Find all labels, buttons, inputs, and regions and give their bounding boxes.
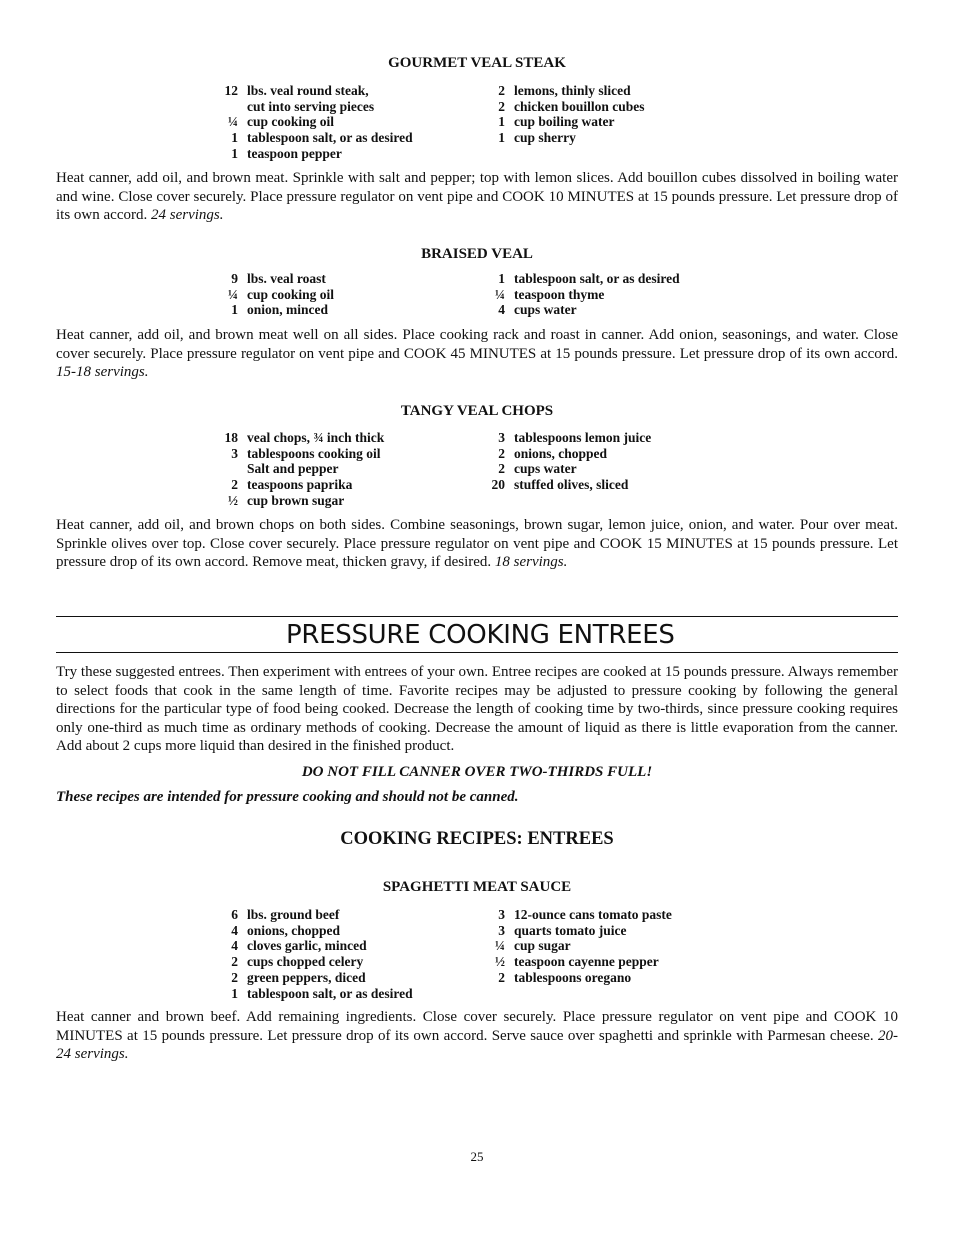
ingredient-text: tablespoon salt, or as desired — [247, 985, 413, 1001]
servings-text: 18 servings. — [494, 554, 568, 571]
ingredient-row — [208, 493, 384, 509]
ingredient-text: Salt and pepper — [247, 461, 339, 477]
ingredient-qty: 3 — [498, 922, 505, 938]
ingredient-column-right — [475, 271, 680, 318]
ingredient-qty: 4 — [498, 302, 505, 318]
ingredient-qty: 12 — [224, 83, 238, 98]
section-intro: Try these suggested entrees. Then experiment with entrees of your own. Entree recipes are cooked at 15 pounds pressure. Always remember to select foods that cook in the same length of time. Favorite recipes may be adjusted to pressure cooking by following the general directions for the particular type of food being cooked. Decrease the length of cooking time by two-thirds, since pressure cooking requires only one-third as much time as ordinary methods of cooking. Decrease the amount of liquid as there is little evaporation from the canner. Add about 2 cups more liquid than desired in the finished product. — [56, 664, 898, 755]
ingredient-text: quarts tomato juice — [514, 922, 627, 938]
ingredient-text: lbs. ground beef — [247, 907, 340, 922]
ingredient-column-left — [208, 907, 413, 1001]
ingredient-row — [475, 907, 672, 923]
ingredient-row — [475, 302, 680, 318]
ingredient-qty: ½ — [494, 954, 505, 970]
recipe-title: SPAGHETTI MEAT SAUCE — [382, 879, 572, 895]
ingredient-text: cup boiling water — [514, 114, 615, 130]
ingredient-qty: 3 — [498, 430, 505, 445]
recipe-directions — [56, 169, 898, 225]
ingredient-qty: 1 — [231, 145, 238, 161]
ingredient-qty: ½ — [227, 492, 238, 508]
ingredient-row — [208, 954, 413, 970]
ingredient-qty: 6 — [231, 907, 238, 922]
ingredient-text: 12-ounce cans tomato paste — [514, 907, 672, 922]
ingredient-text: cups chopped celery — [247, 954, 364, 970]
ingredient-text: tablespoons oregano — [514, 969, 632, 985]
recipe-title: TANGY VEAL CHOPS — [400, 403, 554, 419]
ingredient-row — [208, 923, 413, 939]
ingredient-row — [208, 271, 334, 287]
ingredient-text: cup cooking oil — [247, 114, 335, 130]
ingredient-qty: 3 — [231, 445, 238, 461]
ingredient-row — [208, 99, 413, 115]
ingredient-row — [475, 923, 672, 939]
fill-warning: DO NOT FILL CANNER OVER TWO-THIRDS FULL! — [301, 764, 653, 780]
ingredient-row — [208, 970, 413, 986]
ingredient-row — [475, 271, 680, 287]
ingredient-text: tablespoons lemon juice — [514, 430, 652, 445]
ingredient-row — [208, 986, 413, 1002]
ingredient-text: cloves garlic, minced — [247, 938, 367, 954]
ingredient-column-left — [208, 83, 413, 162]
ingredient-qty: 2 — [498, 83, 505, 98]
ingredient-text: cup cooking oil — [247, 286, 335, 302]
ingredient-text: tablespoon salt, or as desired — [514, 271, 680, 286]
ingredient-row — [208, 146, 413, 162]
recipe-title: GOURMET VEAL STEAK — [388, 55, 566, 71]
ingredient-text: chicken bouillon cubes — [514, 98, 645, 114]
ingredient-text: cut into serving pieces — [247, 98, 375, 114]
ingredient-row — [475, 114, 645, 130]
ingredient-qty: 2 — [231, 954, 238, 970]
ingredient-qty: 1 — [498, 130, 505, 146]
directions-text: Heat canner, add oil, and brown meat. Sprinkle with salt and pepper; top with lemon slices. Add bouillon cubes dissolved in boiling water and wine. Close cover securely. Place pressure regulator on vent pipe and COOK 10 MINUTES at 15 pounds pressure. Let pressure drop of its own accord. — [56, 170, 898, 224]
ingredient-text: cups water — [514, 461, 577, 477]
ingredient-text: veal chops, ¾ inch thick — [247, 430, 385, 445]
ingredient-list — [56, 907, 898, 1007]
ingredient-list — [56, 83, 898, 173]
ingredient-row — [208, 430, 384, 446]
canning-warning: These recipes are intended for pressure cooking and should not be canned. — [56, 789, 519, 805]
directions-text: Heat canner and brown beef. Add remaining ingredients. Close cover securely. Place pressure regulator on vent pipe and COOK 10 MINUTES at 15 pounds pressure. Let pressure drop of its own accord. Serve sauce over spaghetti and sprinkle with Parmesan cheese. — [56, 1009, 898, 1044]
ingredient-qty: 2 — [498, 98, 505, 114]
ingredient-text: cup sherry — [514, 130, 576, 146]
ingredient-qty: 4 — [231, 938, 238, 954]
recipe-title: BRAISED VEAL — [421, 246, 533, 262]
ingredient-qty: 20 — [491, 477, 505, 493]
ingredient-list — [56, 430, 898, 520]
ingredient-column-right — [475, 907, 672, 986]
ingredient-row — [475, 99, 645, 115]
ingredient-row — [475, 477, 651, 493]
directions-text: Heat canner, add oil, and brown meat well on all sides. Place cooking rack and roast in canner. Add onion, seasonings, and water. Close cover securely. Place pressure regulator on vent pipe and COOK 45 MINUTES at 15 pounds pressure. Let pressure drop of its own accord. — [56, 327, 898, 362]
ingredient-text: teaspoon thyme — [514, 286, 605, 302]
ingredient-qty: ¼ — [494, 938, 505, 954]
ingredient-text: cup sugar — [514, 938, 571, 954]
ingredient-row — [475, 130, 645, 146]
ingredient-qty — [208, 461, 238, 477]
page-number: 25 — [470, 1149, 484, 1164]
ingredient-text: lemons, thinly sliced — [514, 83, 631, 98]
ingredient-row — [475, 446, 651, 462]
ingredient-qty: ¼ — [227, 114, 238, 130]
ingredient-row — [475, 938, 672, 954]
ingredient-row — [475, 954, 672, 970]
ingredient-row — [208, 83, 413, 99]
ingredient-row — [475, 461, 651, 477]
recipe-directions — [56, 1008, 898, 1064]
ingredient-row — [208, 287, 334, 303]
ingredient-qty: 2 — [498, 445, 505, 461]
ingredient-row — [208, 907, 413, 923]
ingredient-text: lbs. veal roast — [247, 271, 326, 286]
ingredient-text: teaspoon cayenne pepper — [514, 954, 659, 970]
ingredient-row — [208, 130, 413, 146]
ingredient-qty: 2 — [498, 461, 505, 477]
ingredient-qty: ¼ — [494, 286, 505, 302]
section-rule-bottom — [56, 652, 898, 653]
ingredient-text: tablespoons cooking oil — [247, 445, 381, 461]
servings-text: 15-18 servings. — [56, 364, 149, 381]
ingredient-row — [208, 302, 334, 318]
ingredient-text: teaspoons paprika — [247, 477, 353, 493]
recipe-directions — [56, 326, 898, 382]
servings-text: 24 servings. — [150, 207, 224, 224]
ingredient-qty: 2 — [498, 969, 505, 985]
ingredient-row — [475, 430, 651, 446]
ingredient-text: cup brown sugar — [247, 492, 345, 508]
ingredient-text: onion, minced — [247, 302, 329, 318]
ingredient-column-left — [208, 271, 334, 318]
ingredient-qty: 2 — [231, 477, 238, 493]
ingredient-row — [208, 938, 413, 954]
ingredient-text: green peppers, diced — [247, 969, 366, 985]
ingredient-qty: 9 — [231, 271, 238, 286]
recipe-directions — [56, 516, 898, 572]
ingredient-text: cups water — [514, 302, 577, 318]
ingredient-row — [475, 287, 680, 303]
ingredient-qty: 1 — [498, 114, 505, 130]
ingredient-row — [208, 446, 384, 462]
page — [56, 0, 898, 1235]
ingredient-column-right — [475, 430, 651, 493]
ingredient-qty: 3 — [498, 907, 505, 922]
ingredient-qty: ¼ — [227, 286, 238, 302]
ingredient-qty: 1 — [231, 302, 238, 318]
ingredient-qty: 4 — [231, 922, 238, 938]
ingredient-qty: 1 — [231, 985, 238, 1001]
ingredient-column-right — [475, 83, 645, 146]
servings-text: 20-24 servings. — [56, 1027, 898, 1063]
ingredient-text: lbs. veal round steak, — [247, 83, 369, 98]
ingredient-text: onions, chopped — [514, 445, 608, 461]
ingredient-row — [208, 461, 384, 477]
section-heading: PRESSURE COOKING ENTREES — [286, 620, 675, 650]
ingredient-qty: 1 — [498, 271, 505, 286]
ingredient-qty: 18 — [224, 430, 238, 445]
directions-text: Heat canner, add oil, and brown chops on both sides. Combine seasonings, brown sugar, lemon juice, onion, and water. Pour over meat. Sprinkle olives over top. Close cover securely. Place pressure regulator on vent pipe and COOK 15 MINUTES at 15 pounds pressure. Let pressure drop of its own accord. Remove meat, thicken gravy, if desired. — [56, 517, 898, 571]
ingredient-row — [475, 970, 672, 986]
ingredient-text: onions, chopped — [247, 922, 341, 938]
section-subheading: COOKING RECIPES: ENTREES — [340, 829, 614, 849]
ingredient-qty: 2 — [231, 969, 238, 985]
ingredient-row — [475, 83, 645, 99]
ingredient-qty — [208, 99, 238, 115]
ingredient-row — [208, 477, 384, 493]
ingredient-row — [208, 114, 413, 130]
ingredient-text: tablespoon salt, or as desired — [247, 130, 413, 146]
ingredient-text: stuffed olives, sliced — [514, 477, 629, 493]
ingredient-qty: 1 — [231, 130, 238, 146]
ingredient-column-left — [208, 430, 384, 509]
ingredient-text: teaspoon pepper — [247, 145, 342, 161]
